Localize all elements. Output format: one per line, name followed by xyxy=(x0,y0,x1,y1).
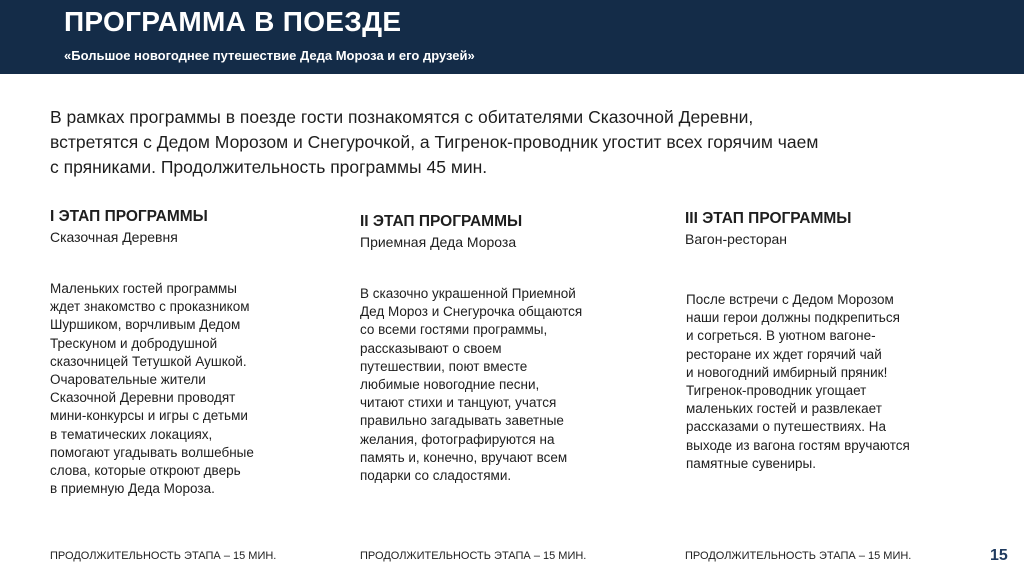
stage-3-text: После встречи с Дедом Морозом наши герои должны подкрепиться и согреться. В уютном вагоне- ресторане их ждет горячий чай и новогодний имбирный пряник! Тигренок-проводник угощает маленьких гостей и развлекает рассказами о путешествиях. На выходе из вагона гостям вручаются памятные сувениры. xyxy=(686,292,910,471)
stage-1-duration: ПРОДОЛЖИТЕЛЬНОСТЬ ЭТАПА – 15 МИН. xyxy=(50,550,277,562)
intro-paragraph: В рамках программы в поезде гости познакомятся с обитателями Сказочной Деревни, встретятся с Дедом Морозом и Снегурочкой, а Тигренок-проводник угостит всех горячим чаем с пряниками. Продолжительность программы 45 мин. xyxy=(50,107,819,177)
stage-2-heading: II ЭТАП ПРОГРАММЫ xyxy=(360,213,523,230)
stage-2-body xyxy=(360,285,650,505)
page-subtitle: «Большое новогоднее путешествие Деда Мороза и его друзей» xyxy=(64,48,475,63)
stage-3-body xyxy=(686,291,976,491)
stage-1-name: Сказочная Деревня xyxy=(50,229,178,245)
stage-3-heading: III ЭТАП ПРОГРАММЫ xyxy=(685,210,852,227)
stage-3-duration: ПРОДОЛЖИТЕЛЬНОСТЬ ЭТАПА – 15 МИН. xyxy=(685,550,912,562)
stage-1-header xyxy=(50,206,340,247)
stage-2-header xyxy=(360,211,650,252)
stage-1-text: Маленьких гостей программы ждет знакомство с проказником Шуршиком, ворчливым Дедом Трескуном и добродушной сказочницей Тетушкой Аушкой. Очаровательные жители Сказочной Деревни проводят мини-конкурсы и игры с детьми в тематических локациях, помогают угадывать волшебные слова, которые откроют дверь в приемную Деда Мороза. xyxy=(50,281,254,497)
page-title: ПРОГРАММА В ПОЕЗДЕ xyxy=(64,6,402,37)
stage-2-name: Приемная Деда Мороза xyxy=(360,234,517,250)
stage-3-name: Вагон-ресторан xyxy=(685,231,788,247)
page-number: 15 xyxy=(990,547,1008,564)
stage-2-text: В сказочно украшенной Приемной Дед Мороз и Снегурочка общаются со всеми гостями программы, рассказывают о своем путешествии, поют вместе любимые новогодние песни, читают стихи и танцуют, учатся правильно загадывать заветные желания, фотографируются на память и, конечно, вручают всем подарки со сладостями. xyxy=(360,286,583,484)
stage-1-body xyxy=(50,280,340,520)
header-bar xyxy=(0,0,1024,74)
stage-1-heading: I ЭТАП ПРОГРАММЫ xyxy=(50,208,208,225)
stage-2-duration: ПРОДОЛЖИТЕЛЬНОСТЬ ЭТАПА – 15 МИН. xyxy=(360,550,587,562)
stage-3-header xyxy=(685,208,975,249)
